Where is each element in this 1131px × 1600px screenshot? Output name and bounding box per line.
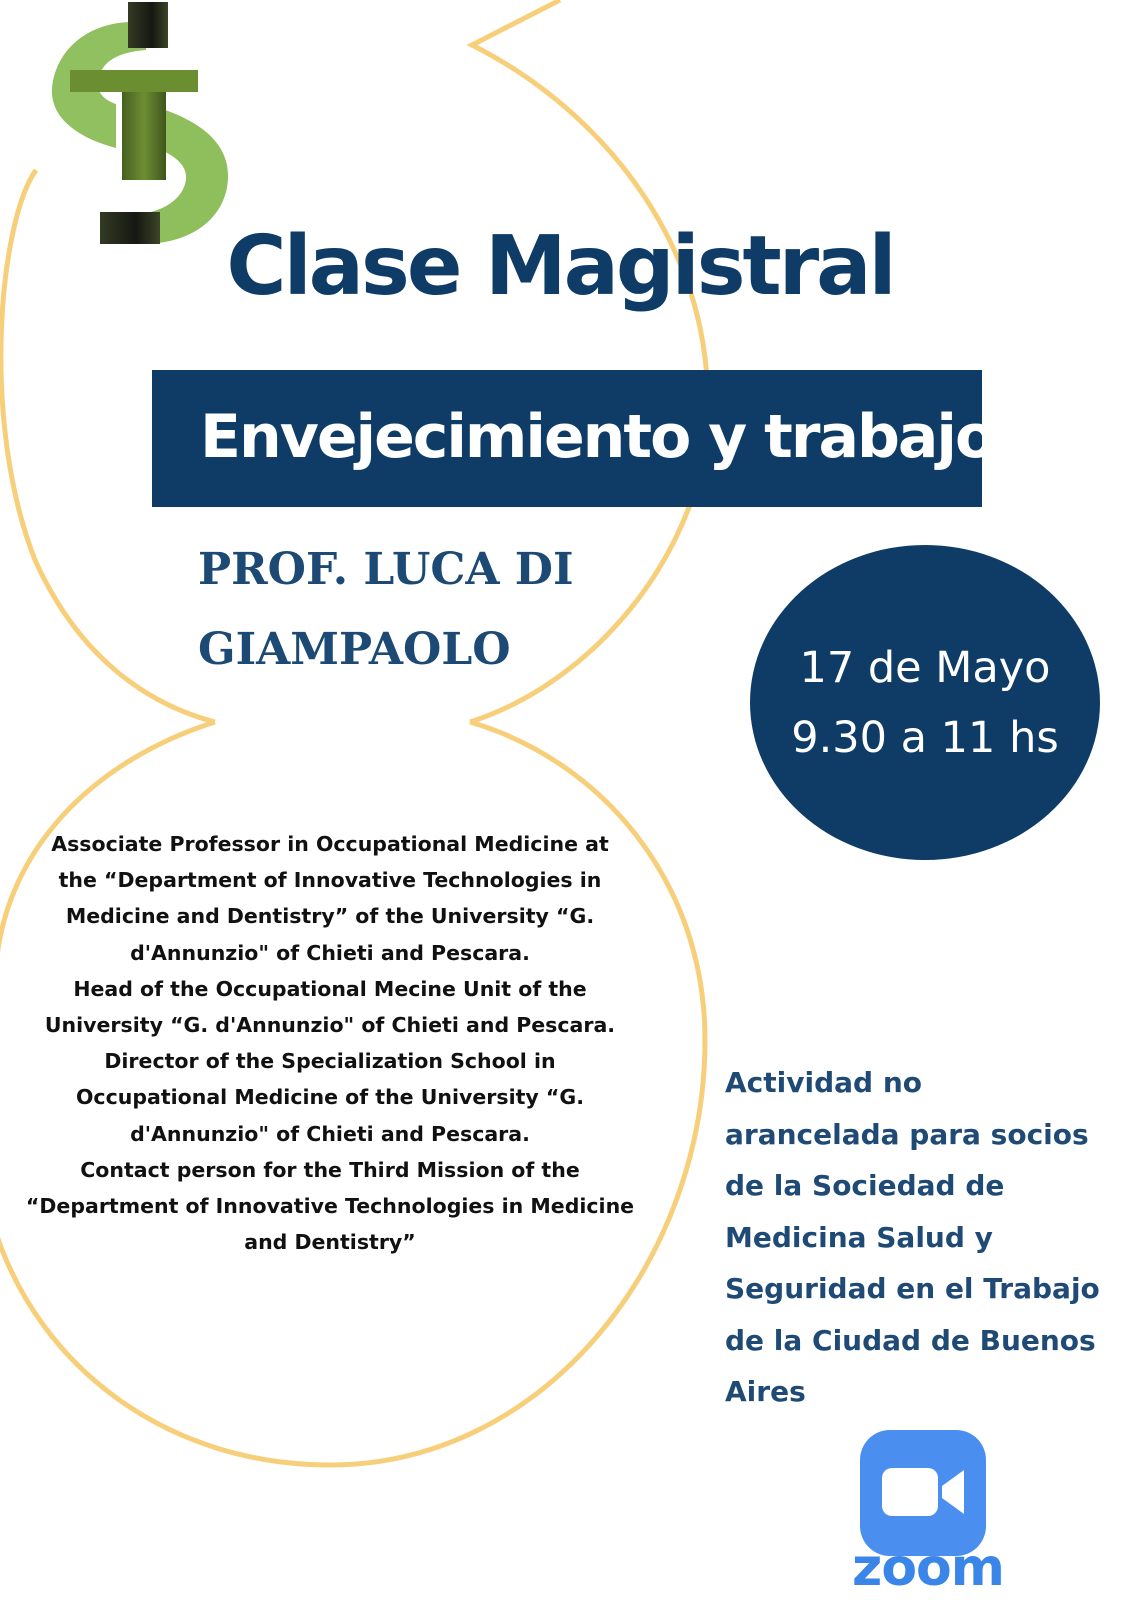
membership-note [725, 1057, 1131, 1418]
bio-line: Contact person for the Third Mission of the [80, 1157, 580, 1182]
speaker-name [198, 530, 718, 690]
note-line: de la Sociedad de [725, 1169, 1005, 1202]
note-line: Actividad no [725, 1066, 922, 1099]
s-top-bar [128, 2, 168, 48]
bio-line: and Dentistry” [244, 1230, 416, 1255]
note-line: Seguridad en el Trabajo [725, 1272, 1100, 1305]
event-date: 17 de Mayo [799, 642, 1051, 693]
t-crossbar [70, 70, 198, 92]
bio-line: the “Department of Innovative Technologies in [58, 868, 602, 893]
bio-line: Medicine and Dentistry” of the University “G. [65, 904, 595, 929]
note-line: Aires [725, 1375, 806, 1408]
bio-line: Head of the Occupational Mecine Unit of the [73, 976, 587, 1001]
speaker-line: GIAMPAOLO [198, 624, 511, 675]
bio-line: Associate Professor in Occupational Medicine at [51, 832, 609, 856]
bio-line: University “G. d'Annunzio" of Chieti and Pescara. [44, 1013, 616, 1038]
bio-line: d'Annunzio" of Chieti and Pescara. [130, 1121, 530, 1146]
event-time: 9.30 a 11 hs [791, 712, 1059, 763]
note-line: de la Ciudad de Buenos [725, 1323, 1096, 1357]
s-bottom-bar [100, 212, 160, 244]
note-line: Medicina Salud y [725, 1220, 993, 1254]
date-badge [750, 545, 1100, 860]
topic-title: Envejecimiento y trabajo [200, 402, 995, 472]
bio-line: d'Annunzio" of Chieti and Pescara. [130, 940, 530, 965]
speaker-line: PROF. LUCA DI [198, 544, 574, 595]
bio-line: Occupational Medicine of the University “G. [76, 1085, 584, 1110]
note-line: arancelada para socios [725, 1117, 1089, 1151]
speaker-bio [20, 826, 640, 1260]
page-title: Clase Magistral [226, 219, 894, 314]
topic-banner [152, 370, 995, 507]
zoom-wordmark: zoom [852, 1538, 1004, 1598]
bio-line: Director of the Specialization School in [104, 1049, 556, 1074]
bio-line: “Department of Innovative Technologies in Medicine [25, 1194, 635, 1219]
t-stem [122, 92, 166, 180]
